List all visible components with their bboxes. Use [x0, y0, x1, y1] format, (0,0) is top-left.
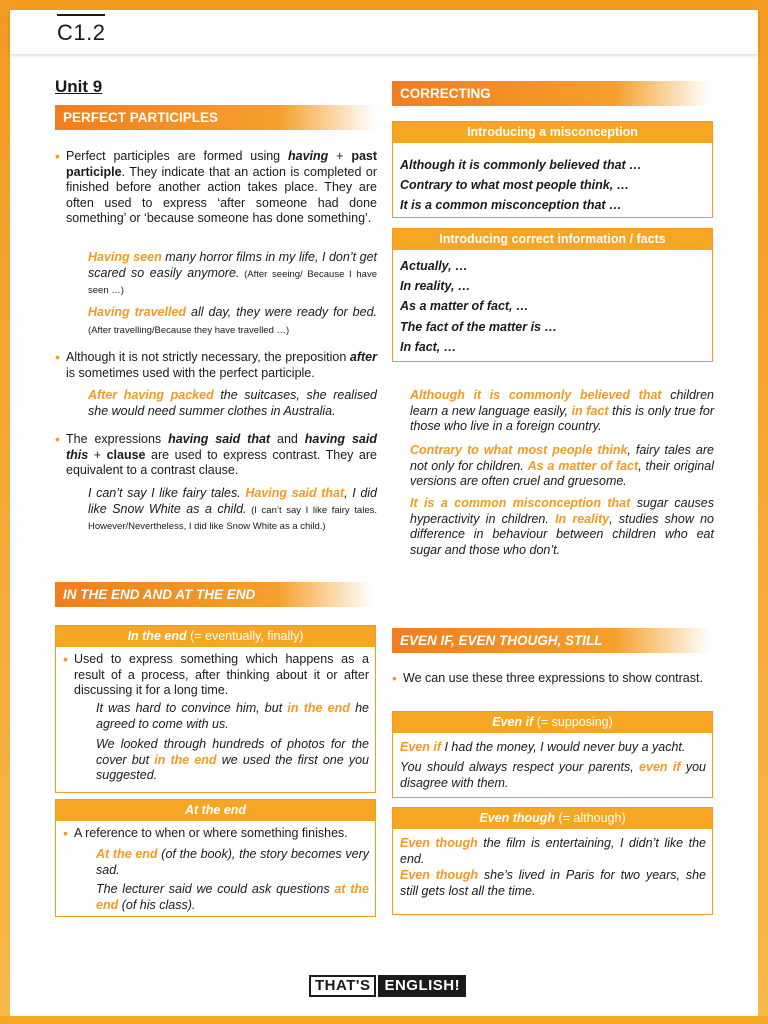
misconception-box-title: Introducing a misconception	[393, 122, 712, 143]
left-frame-bar	[0, 0, 10, 1024]
perfect-example-2: Having travelled all day, they were ready for bed. (After travelling/Because they have travelled …)	[88, 305, 377, 336]
perfect-example-1: Having seen many horror films in my life, I don’t get scared so easily anymore. (After seeing/ Because I have seen …)	[88, 250, 378, 296]
even-though-box-title: Even though (= although)	[393, 808, 712, 829]
misconception-phrase-3: It is a common misconception that …	[400, 198, 622, 212]
top-frame-bar	[0, 0, 768, 10]
perfect-participles-heading: PERFECT PARTICIPLES	[55, 105, 375, 130]
misconception-phrase-2: Contrary to what most people think, …	[400, 178, 630, 192]
correcting-example-2: Contrary to what most people think, fairy tales are not only for children. As a matter of fact, their original versions are often cruel and gruesome.	[410, 443, 714, 488]
correcting-heading: CORRECTING	[392, 81, 710, 106]
even-if-box-title: Even if (= supposing)	[393, 712, 712, 733]
even-though-example-1: Even though the film is entertaining, I didn’t like the end.	[400, 836, 706, 866]
correcting-example-1: Although it is commonly believed that children learn a new language easily, in fact this is only true for those who live in a foreign country.	[410, 388, 714, 433]
even-if-example-1: Even if I had the money, I would never buy a yacht.	[400, 740, 686, 754]
level-label: C1.2	[57, 14, 105, 46]
perfect-example-3: After having packed the suitcases, she realised she would need summer clothes in Australia.	[88, 388, 377, 418]
fact-phrase-4: The fact of the matter is …	[400, 320, 557, 334]
fact-phrase-5: In fact, …	[400, 340, 457, 354]
even-if-heading: EVEN IF, EVEN THOUGH, STILL	[392, 628, 710, 653]
perfect-bullet-1: • Perfect participles are formed using having + past participle. They indicate that an action is completed or finished before another action takes place. They are often used to express ‘after someone had done something’ or ‘because someone has done something’.	[66, 149, 377, 227]
even-bullet: • We can use these three expressions to show contrast.	[403, 671, 713, 687]
in-the-end-example-2: We looked through hundreds of photos for the cover but in the end we used the first one you suggested.	[96, 737, 369, 782]
even-if-example-2: You should always respect your parents, even if you disagree with them.	[400, 760, 706, 790]
at-the-end-bullet: • A reference to when or where something finishes.	[74, 826, 369, 842]
misconception-phrase-1: Although it is commonly believed that …	[400, 158, 642, 172]
perfect-bullet-3: • The expressions having said that and having said this + clause are used to express contrast. They are equivalent to a contrast clause.	[66, 432, 377, 479]
right-frame-bar	[758, 0, 768, 1024]
perfect-example-4: I can’t say I like fairy tales. Having said that, I did like Snow White as a child. (I can’t say I like fairy tales. However/Nevertheless, I did like Snow White as a child.)	[88, 486, 378, 532]
header-band	[10, 10, 758, 54]
even-though-example-2: Even though she’s lived in Paris for two years, she still gets lost all the time.	[400, 868, 706, 898]
in-the-end-bullet: • Used to express something which happens as a result of a process, after thinking about it or after discussing it for a long time.	[74, 652, 369, 699]
correcting-example-3: It is a common misconception that sugar causes hyperactivity in children. In reality, studies show no difference in behaviour between children who eat sugar and those who don’t.	[410, 496, 714, 557]
correct-info-box-title: Introducing correct information / facts	[393, 229, 712, 250]
in-the-end-heading: IN THE END AND AT THE END	[55, 582, 373, 607]
at-the-end-box-title: At the end	[56, 800, 375, 821]
at-the-end-example-2: The lecturer said we could ask questions at the end (of his class).	[96, 882, 369, 912]
thats-english-logo	[309, 973, 466, 999]
perfect-bullet-2: • Although it is not strictly necessary, the preposition after is sometimes used with the perfect participle.	[66, 350, 377, 381]
fact-phrase-2: In reality, …	[400, 279, 471, 293]
logo-part-thats: THAT'S	[309, 975, 376, 997]
in-the-end-box-title: In the end (= eventually, finally)	[56, 626, 375, 647]
fact-phrase-1: Actually, …	[400, 259, 468, 273]
fact-phrase-3: As a matter of fact, …	[400, 299, 529, 313]
at-the-end-example-1: At the end (of the book), the story becomes very sad.	[96, 847, 369, 877]
bottom-frame-bar	[0, 1016, 768, 1024]
unit-title: Unit 9	[55, 77, 103, 96]
in-the-end-example-1: It was hard to convince him, but in the end he agreed to come with us.	[96, 701, 369, 731]
logo-part-english: ENGLISH!	[378, 975, 466, 997]
